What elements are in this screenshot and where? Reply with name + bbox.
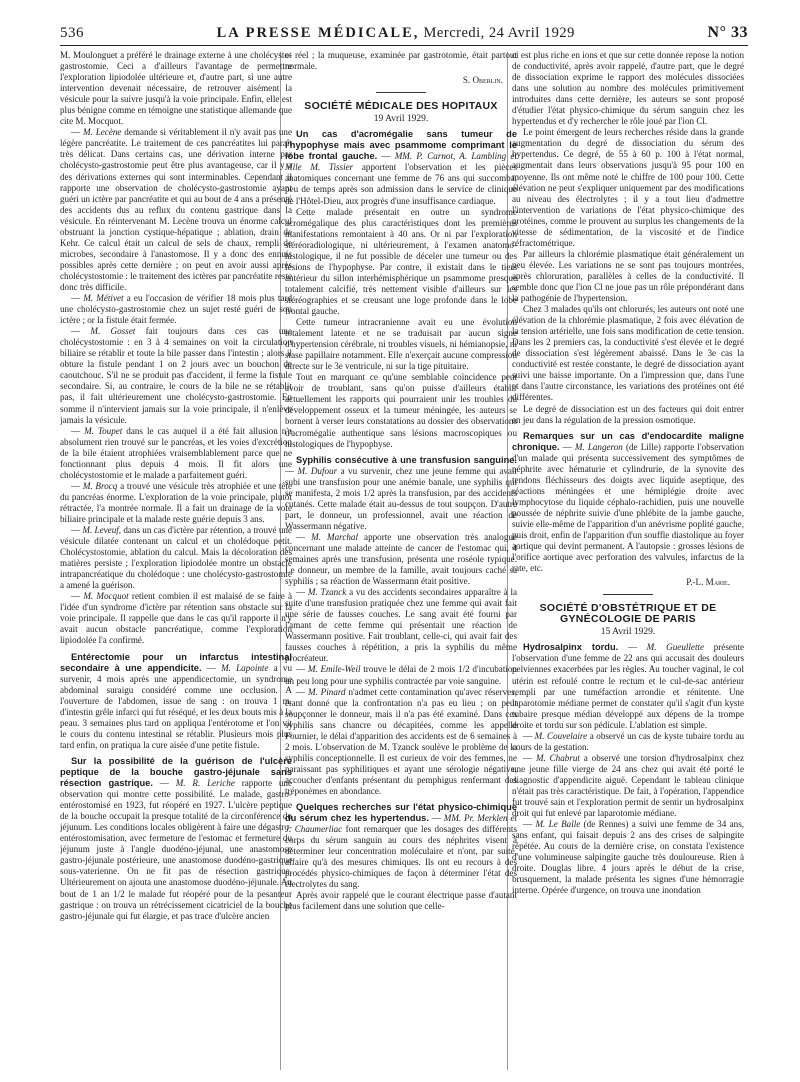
- paragraph: Tout en marquant ce qu'une semblable coïncidence peut avoir de troublant, sans qu'on puisse d'ailleurs établir actuellement les rapports qui pourraient unir les troubles du développement osseux et la tumeur méningée, les auteurs se bornent à verser leurs constatations au dossier des observations d'acromégalie authentique sans lésions macroscopiques ou histologiques de l'hypophyse.: [285, 372, 517, 449]
- author-name: M. Lapointe: [221, 662, 269, 673]
- issue-date: Mercredi, 24 Avril 1929: [423, 25, 575, 41]
- communication-title: Remarques sur un cas d'endocardite maligne chronique.: [512, 430, 744, 452]
- paragraph: Le point émergent de leurs recherches réside dans la grande augmentation du degré de dissociation du sérum des hypertendus. Ce degré, de 55 à 60 p. 100 à l'état normal, augmentait dans leurs observations jusqu'à 95 pour 100 en moyenne. Ils ont même noté le chiffre de 100 pour 100. Cette élévation ne peut s'expliquer uniquement par des modifications au niveau des électrolytes ; il y a tout lieu d'admettre l'intervention de variations de l'état physico-chimique des protéines, comme le prouvent au surplus les changements de la vitesse de sédimentation, de la viscosité et de l'indice réfractométrique.: [512, 127, 744, 248]
- paragraph-text: a observé une torsion d'hydrosalpinx chez une jeune fille vierge de 24 ans chez qui avait été porté le diagnostic d'appendicite aiguë. Cependant le tableau clinique n'était pas très caractéristique. De fait, à l'opération, l'appendice fut trouvé sain et l'exploration permit de sentir un hydrosalpinx droit qui fut enlevé par laparotomie médiane.: [512, 752, 744, 819]
- author-name: M. Lecène: [82, 127, 122, 138]
- author-name: M. R. Leriche: [175, 778, 235, 789]
- paragraph-text: a observé un cas de kyste tubaire tordu au cours de la gestation.: [512, 730, 744, 752]
- paragraph-text: a vu des accidents secondaires apparaître à la suite d'une transfusion pratiquée chez une femme qui avait fait une série de fausses couches. Le sang avait été fourni par l'amant de cette femme qui présentait une réaction de Wassermann positive. Fait troublant, celle-ci, qui avait fait des fausses couches à répétition, a pris la syphilis du même procréateur.: [285, 587, 517, 664]
- paragraph-text: , dans un cas d'ictère par rétention, a trouvé une vésicule dilatée contenant un calcul et un cholédoque petit. Cholécystostomie, ablation du calcul. Mais la décoloration des matières persiste ; l'exploration lipiodolée montre un obstacle intrapancréatique du cholédoque : une cholécysto-gastrostomie a amené la guérison.: [60, 525, 292, 591]
- journal-title: LA PRESSE MÉDICALE,: [216, 25, 420, 41]
- author-name: M. Couvelaire: [534, 730, 588, 741]
- paragraph: — M. Gosset fait toujours dans ces cas une cholécystostomie : en 3 à 4 semaines on voit la circulation biliaire se rétablir et toute la bile passer dans l'intestin ; alors il obture la fistule pendant 1 on 2 jours avec un bouchon de caoutchouc. S'il ne se produit pas d'accident, il ferme la fistule secondaire. Si, au contraire, le cours de la bile ne se rétablit pas, il fait ultérieurement une cholécysto-gastrostomie. En somme il n'intervient jamais sur la voie principale, il n'enlève jamais la vésicule.: [60, 326, 292, 425]
- author-name: M. Pinard: [307, 686, 346, 697]
- page-header: [60, 20, 748, 46]
- paragraph-text: apporte une observation très analogue concernant une malade atteinte de cancer de l'estomac qui, 4 semaines après une transfusion, présenta une roséole typique. Le donneur, un membre de la famille, avait toujours caché sa syphilis ; sa réaction de Wassermann était positive.: [285, 531, 517, 587]
- paragraph: M. Moulonguet a préféré le drainage externe à une cholécysto-gastrostomie. Ceci a d'ailleurs l'avantage de permettre l'exploration lipiodolée ultérieure et, d'autre part, si une autre intervention devenait nécessaire, de retrouver aisément la vésicule pour la suivre jusqu'à la voie principale. Enfin, elle est plus bénigne comme en témoigne une statistique allemande que cite M. Mocquot.: [60, 50, 292, 127]
- paragraph-text: font remarquer que les dosages des différents corps du sérum sanguin au cours des néphrites visent à déterminer leur concentration moléculaire et n'ont, par suite, affaire qu'à des mesures chimiques. Ils ont eu recours à des procédés physico-chimiques de façon à déterminer l'état des électrolytes du sang.: [285, 824, 517, 890]
- paragraph-text: dans le cas auquel il a été fait allusion n'a absolument rien trouvé sur le pancréas, et les voies d'excrétion de la bile étaient atrophiées vraisemblablement parce que ne fonctionnant plus depuis 4 mois. Il fit alors une cholécystostomie et le malade a parfaitement guéri.: [60, 425, 292, 480]
- communication-title: Un cas d'acromégalie sans tumeur de l'hypophyse mais avec psammome comprimant le lobe frontal gauche.: [285, 129, 517, 162]
- author-name: M. Tzanck: [307, 587, 347, 598]
- paragraph-text: demande si véritablement il n'y avait pas une légère pancréatite. Le traitement de ces pancréatites lui paraît très délicat. Dans certains cas, une dérivation interne par cholécysto-gastrostomie peut être plus avantageuse, car il y a des dérivations externes qui sont interminables. Cependant il rapporte une observation de cholécysto-gastrostomie ayant guéri un ictère par pancréatite et qui au bout de 4 ans a présenté des accidents dus au reflux du contenu gastrique dans la vésicule. En réintervenant M. Lecène trouva un énorme calcul obstruant la jonction cystique-hépatique ; ablation, drain de Kehr. Ce calcul était un calcul de sels de chaux, rempli de microbes, secondaire à l'anastomose. Il y a donc des ennuis possibles après cette dernière ; on peut en avoir aussi après cholécystostomie : le traitement des ictères par pancréatite reste donc très difficile.: [60, 127, 292, 292]
- author-name: M. Le Balle: [535, 819, 581, 830]
- author-name: M. Marchal: [311, 531, 359, 542]
- paragraph: ci est plus riche en ions et que sur cette donnée repose la notion de conductivité, après avoir rappelé, d'autre part, que le degré de dissociation exprime le rapport des molécules dissociées dans une solution au nombre des molécules primitivement introduites dans cette dernière, les auteurs se sont proposé d'étudier l'état physico-chimique du sérum sanguin chez les hypertendus et d'y rechercher le rôle joué par l'ion Cl.: [512, 50, 744, 127]
- paragraph: Quelques recherches sur l'état physico-chimique du sérum chez les hypertendus. — MM. Pr. Merklen et J. Chaumerliac font remarquer que les dosages des différents corps du sérum sanguin au cours des néphrites visent à déterminer leur concentration moléculaire et n'ont, par suite, affaire qu'à des mesures chimiques. Ils ont eu recours à des procédés physico-chimiques de façon à déterminer l'état des électrolytes du sang.: [285, 802, 517, 890]
- communication-title: Entérectomie pour un infarctus intestinal secondaire à une appendicite.: [60, 651, 292, 673]
- paragraph: Par ailleurs la chlorémie plasmatique était généralement un peu élevée. Les variations ne se sont pas toujours montrées, après chloruration, parallèles à celles de la conductivité. Il semble donc que l'ion Cl ne joue pas un rôle prépondérant dans la pathogénie de l'hypertension.: [512, 248, 744, 304]
- column-2: [285, 50, 517, 1072]
- running-title: [217, 25, 575, 42]
- paragraph: Un cas d'acromégalie sans tumeur de l'hypophyse mais avec psammome comprimant le lobe frontal gauche. — MM. P. Carnot, A. Lambling et Mlle M. Tissier apportent l'observation et les pièces anatomiques concernant une femme de 76 ans qui succomba, peu de temps après son admission dans le service de clinique de l'Hôtel-Dieu, aux progrès d'une insuffisance cardiaque.: [285, 129, 517, 206]
- paragraph: Chez 3 malades qu'ils ont chlorurés, les auteurs ont noté une élévation de la chlorémie plasmatique, 2 fois avec élévation de la tension artérielle, une fois sans modification de cette tension. Dans les 2 premiers cas, la conductivité s'est élevée et le degré de dissociation s'est légèrement abaissé. Dans le 3e cas la conductivité est restée constante, le degré de dissociation ayant suivi une baisse importante. On a l'impression que, dans l'une et dans l'autre circonstance, les variations des protéines ont été différentes.: [512, 304, 744, 403]
- paragraph: — M. Leveuf, dans un cas d'ictère par rétention, a trouvé une vésicule dilatée contenant un calcul et un cholédoque petit. Cholécystostomie, ablation du calcul. Mais la décoloration des matières persiste ; l'exploration lipiodolée montre un obstacle intrapancréatique du cholédoque : une cholécysto-gastrostomie a amené la guérison.: [60, 525, 292, 591]
- paragraph-text: a vu survenir, chez une jeune femme qui avait subi une transfusion pour une anémie banale, une syphilis qui se manifesta, 2 mois 1/2 après la transfusion, par des accidents cutanés. Cette malade était au-dessus de tout soupçon. D'autre part, le donneur, un professionnel, avait une réaction de Wassermann négative.: [285, 465, 517, 531]
- author-name: M. Langeron: [574, 441, 623, 452]
- paragraph: Après avoir rappelé que le courant électrique passe d'autant plus facilement dans une solution que celle-: [285, 890, 517, 912]
- paragraph-text: présente l'observation d'une femme de 22 ans qui accusait des douleurs pelviennes exacerbées par les règles. Au toucher vaginal, le col utérin est refoulé contre le rectum et le cul-de-sac antérieur rempli par une tuméfaction arrondie et rénitente. Une laparotomie médiane permet de constater qu'il s'agit d'un kyste tubaire presque médian développé aux dépens de la trompe droite et tordu sur son pédicule. L'ablation est simple.: [512, 642, 744, 730]
- author-name: M. Mocquot: [83, 591, 129, 602]
- author-name: M. Gueullette: [646, 642, 705, 653]
- paragraph: — M. Lecène demande si véritablement il n'y avait pas une légère pancréatite. Le traitement de ces pancréatites lui paraît très délicat. Dans certains cas, une dérivation interne par cholécysto-gastrostomie peut être plus avantageuse, car il y a des dérivations externes qui sont interminables. Cependant il rapporte une observation de cholécysto-gastrostomie ayant guéri un ictère par pancréatite et qui au bout de 4 ans a présenté des accidents dus au reflux du contenu gastrique dans la vésicule. En réintervenant M. Lecène trouva un énorme calcul obstruant la jonction cystique-hépatique ; ablation, drain de Kehr. Ce calcul était un calcul de sels de chaux, rempli de microbes, secondaire à l'anastomose. Il y a donc des ennuis possibles après cette dernière ; on peut en avoir aussi après cholécystostomie : le traitement des ictères par pancréatite reste donc très difficile.: [60, 127, 292, 292]
- column-1: [60, 50, 292, 1072]
- paragraph: Hydrosalpinx tordu. — M. Gueullette présente l'observation d'une femme de 22 ans qui accusait des douleurs pelviennes exacerbées par les règles. Au toucher vaginal, le col utérin est refoulé contre le rectum et le cul-de-sac antérieur rempli par une tuméfaction arrondie et rénitente. Une laparotomie médiane permet de constater qu'il s'agit d'un kyste tubaire presque médian développé aux dépens de la trompe droite et tordu sur son pédicule. L'ablation est simple.: [512, 642, 744, 730]
- paragraph: — M. Chabrut a observé une torsion d'hydrosalpinx chez une jeune fille vierge de 24 ans chez qui avait été porté le diagnostic d'appendicite aiguë. Cependant le tableau clinique n'était pas très caractéristique. De fait, à l'opération, l'appendice fut trouvé sain et l'exploration permit de sentir un hydrosalpinx droit qui fut enlevé par laparotomie médiane.: [512, 752, 744, 819]
- paragraph: Le degré de dissociation est un des facteurs qui doit entrer en jeu dans la régulation de la pression osmotique.: [512, 403, 744, 425]
- column-3: [512, 50, 744, 1072]
- paragraph: Sur la possibilité de la guérison de l'ulcère peptique de la bouche gastro-jéjunale sans résection gastrique. — M. R. Leriche rapporte une observation qui montre cette possibilité. Le malade, gastro-entérostomisé en 1923, fut réopéré en 1927. L'ulcère peptique de la bouche occupait la presque totalité de la circonférence du jéjunum. Les conditions locales obligèrent à faire une dégastro-entérostomisation, avec fermeture de l'estomac et fermeture du jéjunum juste à l'angle duodéno-jéjunal, une anastomose gastro-jéjunale postérieure, une anastomose duodéno-gastrique sous-vaterienne. On ne fit pas de résection gastrique. Ultérieurement on ajouta une anastomose duodéno-jéjunale. Au bout de 1 an 1/2 le malade fut réopéré pour de la pesanteur gastrique : on trouva un rétrécissement cicatriciel de la bouche gastro-jéjunale qui fut élargie, et pas trace d'ulcère ancien: [60, 755, 292, 921]
- paragraph-text: n'admet cette contamination qu'avec réserves, étant donné que la confrontation n'a pas eu lieu ; on peut soupçonner le donneur, mais il n'a pas été examiné. Dans ces syphilis sans chancre ou décapitées, comme les appelle Fournier, le délai d'apparition des accidents est de 6 semaines à 2 mois. L'observation de M. Tzanck soulève le problème de la syphilis conceptionnelle. Il est curieux de voir des femmes, ne paraissant pas syphilitiques et ayant une sérologie négative, accoucher d'enfants présentant du pemphigus renfermant des tréponèmes en abondance.: [285, 686, 517, 796]
- signature: S. Oberlin.: [462, 75, 503, 86]
- paragraph: Entérectomie pour un infarctus intestinal secondaire à une appendicite. — M. Lapointe a vu survenir, 4 mois après une appendicectomie, un syndrome abdominal suraigu considéré comme une occlusion. A l'ouverture de l'abdomen, issue de sang : on trouva 1 m. d'intestin grêle infarci qui fut réséqué, et les deux bouts mis à la peau. 3 semaines plus tard on appliqua l'entérotome et l'on vit le cours du contenu intestinal se rétablir. Plusieurs mois plus tard enfin, on pratiqua la cure aisée d'une petite fistule.: [60, 651, 292, 750]
- section-rule: [603, 594, 653, 595]
- paragraph-text: fait toujours dans ces cas une cholécystostomie : en 3 à 4 semaines on voit la circulation biliaire se rétablir et toute la bile passer dans l'intestin ; alors il obture la fistule pendant 1 on 2 jours avec un bouchon de caoutchouc. S'il ne se produit pas d'accident, il ferme la fistule secondaire. Si, au contraire, le cours de la bile ne se rétablit pas, il fait ultérieurement une cholécysto-gastrostomie. En somme il n'intervient jamais sur la voie principale, il n'enlève jamais la vésicule.: [60, 326, 292, 425]
- paragraph: — M. Emile-Weil trouve le délai de 2 mois 1/2 d'incubation un peu long pour une syphilis contractée par voie sanguine.: [285, 664, 517, 686]
- paragraph: Remarques sur un cas d'endocardite maligne chronique. — M. Langeron (de Lille) rapporte l'observation d'un malade qui présenta successivement des symptômes de néphrite avec hématurie et cylindrurie, de la synovite des tendons fléchisseurs des doigts avec liquide aseptique, des réactions méningées et une hémiplégie droite avec lymphocytose du liquide céphalo-rachidien, puis une nouvelle poussée de néphrite suivie d'une phlébite de la jambe gauche, suivie elle-même de l'apparition d'un anévrisme poplité gauche, puis droit, enfin de l'apparition d'un souffle diastolique au foyer aortique qui devint permanent. A l'autopsie : grosses lésions de l'orifice aortique avec perforation des valvules, infarctus de la rate, etc.: [512, 430, 744, 574]
- paragraph: — M. Toupet dans le cas auquel il a été fait allusion n'a absolument rien trouvé sur le pancréas, et les voies d'excrétion de la bile étaient atrophiées vraisemblablement parce que ne fonctionnant plus depuis 4 mois. Il fit alors une cholécystostomie et le malade a parfaitement guéri.: [60, 425, 292, 480]
- paragraph: — M. Marchal apporte une observation très analogue concernant une malade atteinte de cancer de l'estomac qui, 4 semaines après une transfusion, présenta une roséole typique. Le donneur, un membre de la famille, avait toujours caché sa syphilis ; sa réaction de Wassermann était positive.: [285, 531, 517, 587]
- paragraph-text: retient combien il est malaisé de se faire à l'idée d'un syndrome d'ictère par rétention sans obstacle sur la voie principale. Il rappelle que dans le cas qu'il rapporte il n'y avait aucun obstacle pancréatique, comme l'exploration lipiodolée l'a confirmé.: [60, 591, 292, 646]
- author-name: M. Dufour: [297, 465, 338, 476]
- author-name: M. Métivet: [83, 293, 124, 304]
- session-date: 19 Avril 1929.: [373, 114, 429, 125]
- communication-title: Quelques recherches sur l'état physico-chimique du sérum chez les hypertendus.: [285, 802, 517, 824]
- communication-title: Hydrosalpinx tordu.: [523, 642, 619, 653]
- paragraph: — M. Couvelaire a observé un cas de kyste tubaire tordu au cours de la gestation.: [512, 730, 744, 752]
- paragraph: — M. Mocquot retient combien il est malaisé de se faire à l'idée d'un syndrome d'ictère par rétention sans obstacle sur la voie principale. Il rappelle que dans le cas qu'il rapporte il n'y avait aucun obstacle pancréatique, comme l'exploration lipiodolée l'a confirmé.: [60, 591, 292, 646]
- paragraph: — M. Pinard n'admet cette contamination qu'avec réserves, étant donné que la confrontation n'a pas eu lieu ; on peut soupçonner le donneur, mais il n'a pas été examiné. Dans ces syphilis sans chancre ou décapitées, comme les appelle Fournier, le délai d'apparition des accidents est de 6 semaines à 2 mois. L'observation de M. Tzanck soulève le problème de la syphilis conceptionnelle. Il est curieux de voir des femmes, ne paraissant pas syphilitiques et ayant une sérologie négative, accoucher d'enfants présentant du pemphigus renfermant des tréponèmes en abondance.: [285, 686, 517, 796]
- paragraph-text: rapporte une observation qui montre cette possibilité. Le malade, gastro-entérostomisé en 1923, fut réopéré en 1927. L'ulcère peptique de la bouche occupait la presque totalité de la circonférence du jéjunum. Les conditions locales obligèrent à faire une dégastro-entérostomisation, avec fermeture de l'estomac et fermeture du jéjunum juste à l'angle duodéno-jéjunal, une anastomose gastro-jéjunale postérieure, une anastomose duodéno-gastrique sous-vaterienne. On ne fit pas de résection gastrique. Ultérieurement on ajouta une anastomose duodéno-jéjunale. Au bout de 1 an 1/2 le malade fut réopéré pour de la pesanteur gastrique : on trouva un rétrécissement cicatriciel de la bouche gastro-jéjunale qui fut élargie, et pas trace d'ulcère ancien: [60, 778, 292, 921]
- communication-title: Sur la possibilité de la guérison de l'ulcère peptique de la bouche gastro-jéjunale sans résection gastrique.: [60, 755, 292, 789]
- paragraph: — M. Le Balle (de Rennes) a suivi une femme de 34 ans, sans enfant, qui faisait depuis 2 ans des crises de salpingite répétée. Au cours de la dernière crise, on constata l'existence d'une volumineuse salpingite gauche très douloureuse. Rien à droite. Douglas libre. 4 jours après le début de la crise, brusquement, la malade présenta les signes d'une hémorragie interne. Opérée d'urgence, on trouva une inondation: [512, 819, 744, 896]
- paragraph: Syphilis consécutive à une transfusion sanguine. — M. Dufour a vu survenir, chez une jeune femme qui avait subi une transfusion pour une anémie banale, une syphilis qui se manifesta, 2 mois 1/2 après la transfusion, par des accidents cutanés. Cette malade était au-dessus de tout soupçon. D'autre part, le donneur, un professionnel, avait une réaction de Wassermann négative.: [285, 454, 517, 531]
- paragraph-text: trouve le délai de 2 mois 1/2 d'incubation un peu long pour une syphilis contractée par voie sanguine.: [285, 664, 517, 686]
- paragraph: et réel ; la muqueuse, examinée par gastrotomie, était partout normale.: [285, 50, 517, 72]
- paragraph-text: a vu survenir, 4 mois après une appendicectomie, un syndrome abdominal suraigu considéré comme une occlusion. A l'ouverture de l'abdomen, issue de sang : on trouva 1 m. d'intestin grêle infarci qui fut réséqué, et les deux bouts mis à la peau. 3 semaines plus tard on appliqua l'entérotome et l'on vit le cours du contenu intestinal se rétablir. Plusieurs mois plus tard enfin, on pratiqua la cure aisée d'une petite fistule.: [60, 662, 292, 750]
- paragraph-text: (de Lille) rapporte l'observation d'un malade qui présenta successivement des symptômes de néphrite avec hématurie et cylindrurie, de la synovite des tendons fléchisseurs des doigts avec liquide aseptique, des réactions méningées et une hémiplégie droite avec lymphocytose du liquide céphalo-rachidien, puis une nouvelle poussée de néphrite suivie d'une phlébite de la jambe gauche, suivie elle-même de l'apparition d'un anévrisme poplité gauche, puis droit, enfin de l'apparition d'un souffle diastolique au foyer aortique qui devint permanent. A l'autopsie : grosses lésions de l'orifice aortique avec perforation des valvules, infarctus de la rate, etc.: [512, 441, 744, 574]
- paragraph-text: (de Rennes) a suivi une femme de 34 ans, sans enfant, qui faisait depuis 2 ans des crises de salpingite répétée. Au cours de la dernière crise, on constata l'existence d'une volumineuse salpingite gauche très douloureuse. Rien à droite. Douglas libre. 4 jours après le début de la crise, brusquement, la malade présenta les signes d'une hémorragie interne. Opérée d'urgence, on trouva une inondation: [512, 819, 744, 896]
- signature: P.-L. Marie.: [686, 577, 730, 588]
- communication-title: Syphilis consécutive à une transfusion sanguine.: [296, 454, 517, 465]
- issue-number: N° 33: [707, 24, 748, 41]
- author-name: M. Brocq: [82, 480, 118, 491]
- paragraph: — M. Brocq a trouvé une vésicule très atrophiée et une tête du pancréas énorme. L'exploration de la voie principale, plutôt rétractée, l'a montrée normale. Il a fait un drainage de la voie biliaire principale et la malade reste guérie depuis 3 ans.: [60, 480, 292, 524]
- paragraph: Cette tumeur intracranienne avait eu une évolution totalement latente et ne se traduisait par aucun signe d'hypertension cérébrale, ni troubles visuels, ni hémianopsie, ni stase papillaire notamment. Elle n'exerçait aucune compression directe sur le 3e ventricule, ni sur la tige pituitaire.: [285, 317, 517, 372]
- paragraph: — M. Tzanck a vu des accidents secondaires apparaître à la suite d'une transfusion pratiquée chez une femme qui avait fait une série de fausses couches. Le sang avait été fourni par l'amant de cette femme qui présentait une réaction de Wassermann positive. Fait troublant, celle-ci, qui avait fait des fausses couches à répétition, a pris la syphilis du même procréateur.: [285, 587, 517, 664]
- author-name: M. Chabrut: [535, 752, 580, 763]
- author-name: M. Emile-Weil: [307, 664, 361, 675]
- paragraph-text: a trouvé une vésicule très atrophiée et une tête du pancréas énorme. L'exploration de la voie principale, plutôt rétractée, l'a montrée normale. Il a fait un drainage de la voie biliaire principale et la malade reste guérie depuis 3 ans.: [60, 480, 292, 524]
- paragraph-text: a eu l'occasion de vérifier 18 mois plus tard une cholécysto-gastrostomie chez un sujet resté guéri de son ictère ; or la fistule était fermée.: [60, 293, 292, 326]
- section-heading: SOCIÉTÉ MÉDICALE DES HOPITAUX: [304, 100, 498, 113]
- author-name: M. Gosset: [90, 326, 136, 337]
- author-name: M. Toupet: [84, 425, 123, 436]
- page-number: 536: [60, 25, 84, 41]
- section-rule: [376, 92, 426, 93]
- author-name: M. Leveuf: [82, 525, 119, 536]
- author-name: MM. Pr. Merklen et J. Chaumerliac: [285, 813, 517, 835]
- paragraph-text: apportent l'observation et les pièces anatomiques concernant une femme de 76 ans qui succomba, peu de temps après son admission dans le service de clinique de l'Hôtel-Dieu, aux progrès d'une insuffisance cardiaque.: [285, 162, 517, 206]
- paragraph: Cette malade présentait en outre un syndrome acromégalique des plus caractéristiques dont les premières manifestations remontaient à 40 ans. Or ni par l'exploration stéréoradiologique, ni ultérieurement, à l'examen anatomo-histologique, il ne fut possible de déceler une tumeur ou des lésions de l'hypophyse. Par contre, il existait dans le tiers antérieur du sillon interhémisphérique un psammome presque totalement calcifié, très nettement visible d'ailleurs sur les stéréographies et se creusant une loge profonde dans le lobe frontal gauche.: [285, 206, 517, 316]
- session-date: 15 Avril 1929.: [600, 627, 656, 638]
- author-name: MM. P. Carnot, A. Lambling et Mlle M. Tissier: [285, 151, 517, 173]
- paragraph: — M. Métivet a eu l'occasion de vérifier 18 mois plus tard une cholécysto-gastrostomie chez un sujet resté guéri de son ictère ; or la fistule était fermée.: [60, 293, 292, 326]
- section-heading: SOCIÉTÉ D'OBSTÉTRIQUE ET DE GYNÉCOLOGIE DE PARIS: [539, 602, 717, 626]
